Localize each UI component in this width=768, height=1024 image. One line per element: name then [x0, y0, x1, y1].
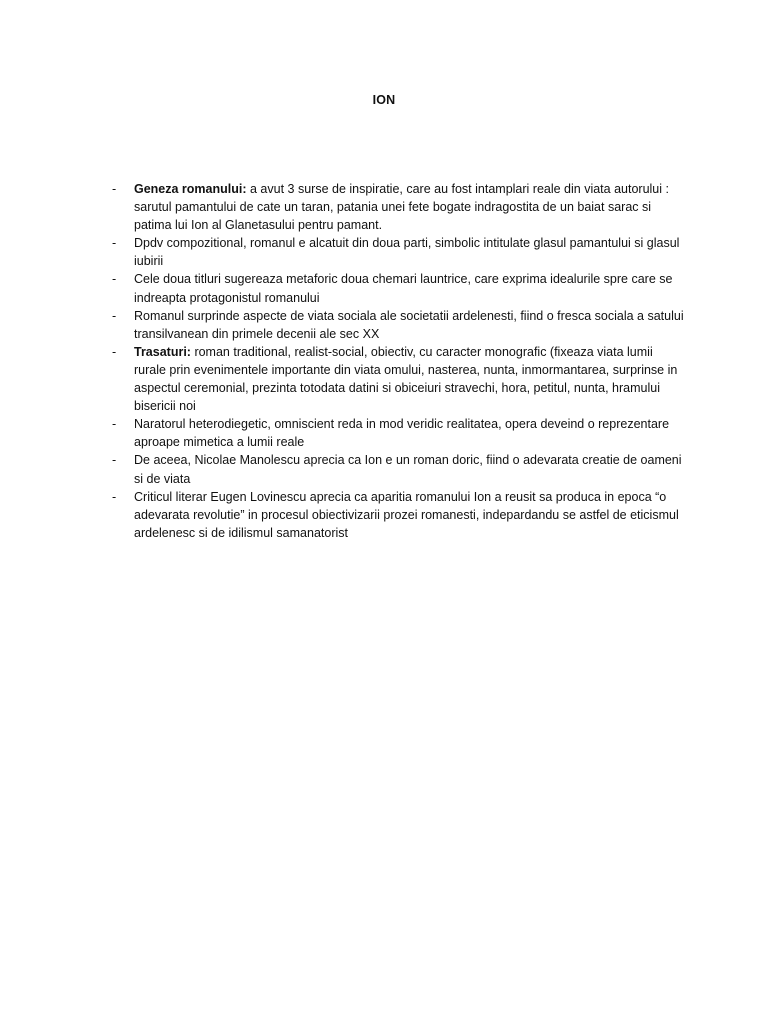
item-text: De aceea, Nicolae Manolescu aprecia ca Ion e un roman doric, fiind o adevarata creatie de oameni si de viata — [134, 453, 682, 486]
bullet-marker: - — [112, 182, 117, 196]
list-item — [112, 180, 684, 234]
bullet-list — [112, 180, 684, 542]
item-text: Dpdv compozitional, romanul e alcatuit din doua parti, simbolic intitulate glasul pamantului si glasul iubirii — [134, 236, 680, 269]
item-text: Cele doua titluri sugereaza metaforic doua chemari launtrice, care exprima idealurile spre care se indreapta protagonistul romanului — [134, 272, 673, 305]
list-item — [112, 343, 684, 415]
page-title: ION — [372, 93, 396, 107]
item-text: Naratorul heterodiegetic, omniscient reda in mod veridic realitatea, opera deveind o reprezentare aproape mimetica a lumii reale — [134, 417, 670, 450]
item-lead: Trasaturi: — [134, 344, 191, 359]
bullet-marker: - — [112, 453, 117, 468]
list-item — [112, 307, 684, 343]
item-lead: Geneza romanului: — [134, 182, 247, 196]
list-item — [112, 270, 684, 306]
list-item — [112, 488, 684, 542]
item-text: roman traditional, realist-social, obiectiv, cu caracter monografic (fixeaza viata lumii rurale prin evenimentele importante din viata omului, nasterea, nunta, inmormantarea, surprinse in aspectul ceremonial, prezinta totodata datini si obiceiuri stravechi, hora, petitul, nunta, hramului bisericii noi — [134, 344, 678, 414]
bullet-marker: - — [112, 308, 117, 323]
item-text: a avut 3 surse de inspiratie, care au fost intamplari reale din viata autorului : sarutul pamantului de cate un taran, patania unei fete bogate indragostita de un baiat sarac si patima lui Ion al Glanetasului pentru pamant. — [134, 182, 669, 233]
bullet-marker: - — [112, 236, 117, 251]
bullet-marker: - — [112, 344, 117, 359]
bullet-marker: - — [112, 417, 117, 432]
bullet-marker: - — [112, 272, 117, 287]
item-text: Criticul literar Eugen Lovinescu aprecia ca aparitia romanului Ion a reusit sa produca in epoca “o adevarata revolutie” in procesul obiectivizarii prozei romanesti, indepardandu se astfel de eticismul ardelenesc si de idilismul samanatorist — [134, 489, 679, 540]
list-item — [112, 415, 684, 451]
bullet-marker: - — [112, 489, 117, 504]
list-item — [112, 451, 684, 487]
list-item — [112, 234, 684, 270]
item-text: Romanul surprinde aspecte de viata sociala ale societatii ardelenesti, fiind o fresca sociala a satului transilvanean din primele decenii ale sec XX — [134, 308, 684, 341]
